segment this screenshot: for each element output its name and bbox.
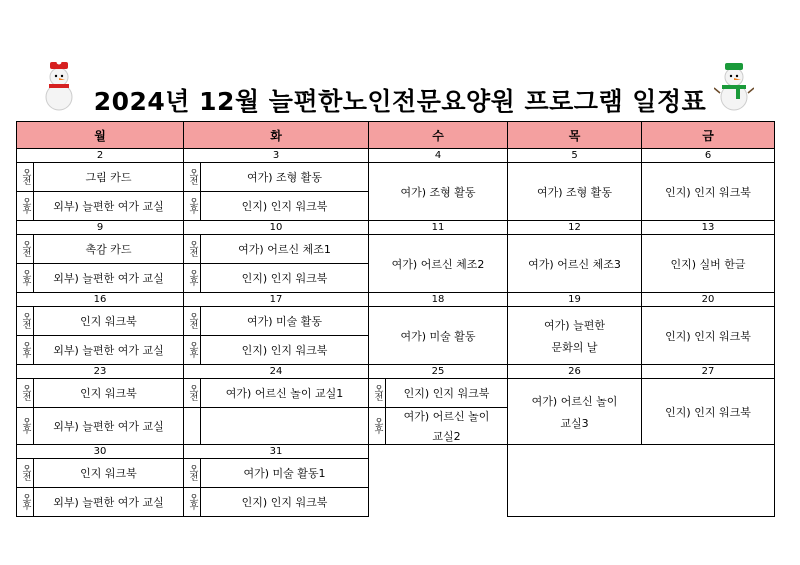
date-cell: 11	[369, 221, 508, 235]
am-label: 오전	[17, 459, 34, 488]
am-label: 오전	[17, 235, 34, 264]
activity-cell: 촉감 카드	[34, 235, 184, 264]
activity-cell: 여가) 조형 활동	[508, 163, 642, 221]
activity-cell: 여가) 조형 활동	[369, 163, 508, 221]
am-row	[17, 379, 775, 408]
date-cell: 2	[17, 149, 184, 163]
pm-label: 오후	[17, 264, 34, 293]
date-cell: 12	[508, 221, 642, 235]
activity-line: 여가) 어르신 놀이	[403, 410, 490, 423]
date-cell: 5	[508, 149, 642, 163]
day-header-wed: 수	[369, 122, 508, 149]
day-header-fri: 금	[642, 122, 775, 149]
date-cell: 4	[369, 149, 508, 163]
activity-line: 교실3	[560, 416, 589, 430]
pm-label: 오후	[184, 336, 201, 365]
activity-cell: 여가) 어르신 체조2	[369, 235, 508, 293]
activity-cell: 외부) 늘편한 여가 교실	[34, 264, 184, 293]
am-row	[17, 307, 775, 336]
empty-cell	[369, 445, 508, 517]
am-row	[17, 235, 775, 264]
activity-cell: 인지) 인지 워크북	[201, 192, 369, 221]
activity-line: 여가) 어르신 놀이	[531, 394, 618, 408]
activity-cell	[508, 379, 642, 445]
date-row	[17, 149, 775, 163]
activity-cell: 여가) 어르신 놀이 교실1	[201, 379, 369, 408]
date-cell: 13	[642, 221, 775, 235]
activity-cell: 그림 카드	[34, 163, 184, 192]
activity-cell: 여가) 어르신 체조1	[201, 235, 369, 264]
activity-cell: 인지) 인지 워크북	[201, 336, 369, 365]
date-cell: 9	[17, 221, 184, 235]
activity-cell	[201, 408, 369, 445]
am-row	[17, 163, 775, 192]
date-cell: 18	[369, 293, 508, 307]
date-cell: 17	[184, 293, 369, 307]
date-cell: 27	[642, 365, 775, 379]
am-label: 오전	[17, 307, 34, 336]
activity-cell: 여가) 미술 활동	[201, 307, 369, 336]
date-cell: 25	[369, 365, 508, 379]
day-header-mon: 월	[17, 122, 184, 149]
pm-label: 오후	[17, 408, 34, 445]
page-title: 2024년 12월 늘편한노인전문요양원 프로그램 일정표	[93, 87, 707, 116]
am-label: 오전	[17, 379, 34, 408]
pm-label: 오후	[17, 488, 34, 517]
activity-line: 여가) 늘편한	[544, 318, 605, 332]
activity-cell: 인지) 인지 워크북	[642, 163, 775, 221]
am-label: 오전	[184, 307, 201, 336]
activity-cell: 외부) 늘편한 여가 교실	[34, 336, 184, 365]
am-label: 오전	[369, 379, 386, 408]
date-row	[17, 365, 775, 379]
pm-label	[184, 408, 201, 445]
activity-cell: 외부) 늘편한 여가 교실	[34, 192, 184, 221]
am-label: 오전	[184, 163, 201, 192]
activity-cell: 인지) 인지 워크북	[642, 379, 775, 445]
date-row	[17, 445, 775, 459]
date-cell: 6	[642, 149, 775, 163]
date-cell: 30	[17, 445, 184, 459]
pm-label: 오후	[184, 488, 201, 517]
activity-line: 문화의 날	[551, 340, 598, 354]
activity-cell: 인지) 인지 워크북	[642, 307, 775, 365]
day-header-row	[17, 122, 775, 149]
activity-cell: 여가) 조형 활동	[201, 163, 369, 192]
activity-cell: 인지) 실버 한글	[642, 235, 775, 293]
date-cell: 26	[508, 365, 642, 379]
activity-cell: 인지) 인지 워크북	[386, 379, 508, 408]
activity-cell	[508, 307, 642, 365]
activity-cell: 여가) 미술 활동1	[201, 459, 369, 488]
pm-label: 오후	[184, 264, 201, 293]
day-header-thu: 목	[508, 122, 642, 149]
date-cell: 19	[508, 293, 642, 307]
activity-cell: 인지 워크북	[34, 459, 184, 488]
activity-cell: 외부) 늘편한 여가 교실	[34, 408, 184, 445]
date-row	[17, 221, 775, 235]
activity-cell: 인지) 인지 워크북	[201, 488, 369, 517]
am-label: 오전	[17, 163, 34, 192]
activity-line: 교실2	[432, 430, 461, 443]
pm-label: 오후	[17, 336, 34, 365]
activity-cell: 인지 워크북	[34, 307, 184, 336]
date-cell: 10	[184, 221, 369, 235]
pm-label: 오후	[369, 408, 386, 445]
date-cell: 16	[17, 293, 184, 307]
day-header-tue: 화	[184, 122, 369, 149]
date-cell: 24	[184, 365, 369, 379]
pm-label: 오후	[184, 192, 201, 221]
am-label: 오전	[184, 235, 201, 264]
date-cell: 31	[184, 445, 369, 459]
am-label: 오전	[184, 379, 201, 408]
activity-cell: 인지) 인지 워크북	[201, 264, 369, 293]
activity-cell	[386, 408, 508, 445]
date-cell: 23	[17, 365, 184, 379]
activity-cell: 여가) 미술 활동	[369, 307, 508, 365]
date-row	[17, 293, 775, 307]
pm-label: 오후	[17, 192, 34, 221]
activity-cell: 인지 워크북	[34, 379, 184, 408]
schedule-table	[16, 121, 775, 517]
activity-cell: 여가) 어르신 체조3	[508, 235, 642, 293]
date-cell: 20	[642, 293, 775, 307]
date-cell: 3	[184, 149, 369, 163]
empty-cell	[508, 445, 775, 517]
am-label: 오전	[184, 459, 201, 488]
activity-cell: 외부) 늘편한 여가 교실	[34, 488, 184, 517]
